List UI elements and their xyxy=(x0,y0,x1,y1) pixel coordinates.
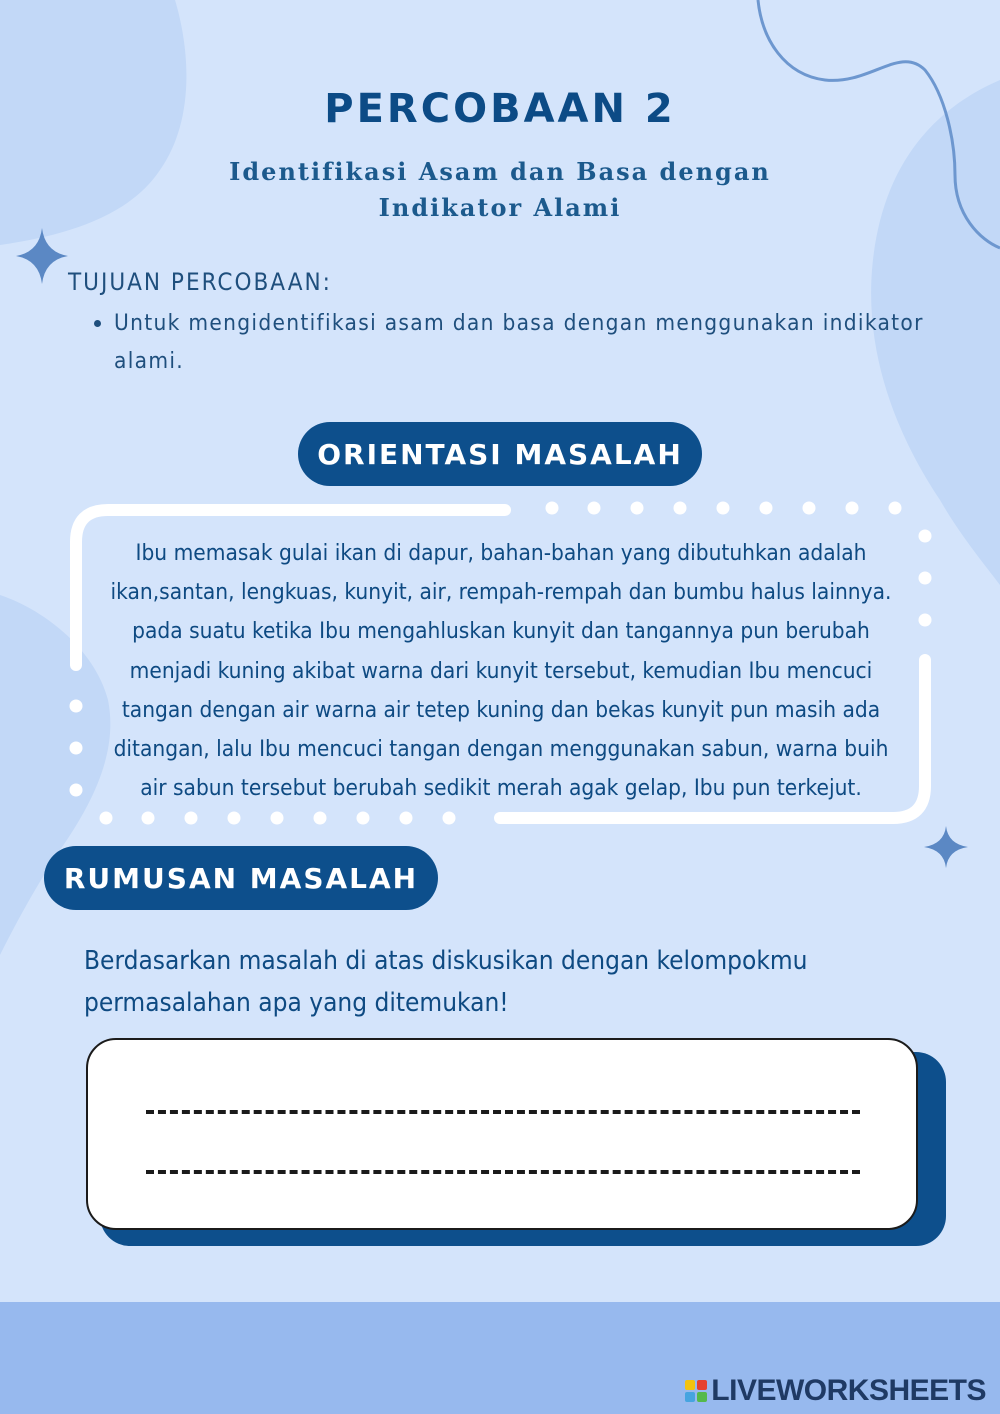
sparkle-icon xyxy=(924,826,968,868)
answer-line[interactable] xyxy=(146,1110,860,1114)
tujuan-heading: TUJUAN PERCOBAAN: xyxy=(68,268,332,296)
tujuan-list xyxy=(88,304,944,380)
logo-square xyxy=(697,1392,707,1402)
answer-box[interactable] xyxy=(86,1038,918,1230)
rumusan-instruction: Berdasarkan masalah di atas diskusikan dengan kelompokmu permasalahan apa yang ditemukan! xyxy=(84,946,808,1018)
page-title: PERCOBAAN 2 xyxy=(324,86,676,132)
liveworksheets-logo-icon xyxy=(685,1380,707,1402)
page-subtitle xyxy=(200,154,800,226)
subtitle-line: Identifikasi Asam dan Basa dengan xyxy=(229,157,771,186)
orientasi-text: Ibu memasak gulai ikan di dapur, bahan-bahan yang dibutuhkan adalah ikan,santan, lengkuas, kunyit, air, rempah-rempah dan bumbu halus lainnya. pada suatu ketika Ibu mengahluskan kunyit dan tangannya pun berubah menjadi kuning akibat warna dari kunyit tersebut, kemudian Ibu mencuci tangan dengan air warna air tetep kuning dan bekas kunyit pun masih ada ditangan, lalu Ibu mencuci tangan dengan menggunakan sabun, warna buih air sabun tersebut berubah sedikit merah agak gelap, Ibu pun terkejut. xyxy=(110,540,892,802)
brand-name: LIVEWORKSHEETS xyxy=(711,1374,986,1407)
tujuan-item: • Untuk mengidentifikasi asam dan basa dengan menggunakan indikator alami. xyxy=(114,304,944,380)
logo-square xyxy=(697,1380,707,1390)
logo-square xyxy=(685,1380,695,1390)
orientasi-label: ORIENTASI MASALAH xyxy=(298,422,702,486)
liveworksheets-brand[interactable] xyxy=(685,1374,986,1408)
logo-square xyxy=(685,1392,695,1402)
subtitle-line: Indikator Alami xyxy=(378,193,622,222)
answer-line[interactable] xyxy=(146,1170,860,1174)
rumusan-label: RUMUSAN MASALAH xyxy=(44,846,438,910)
